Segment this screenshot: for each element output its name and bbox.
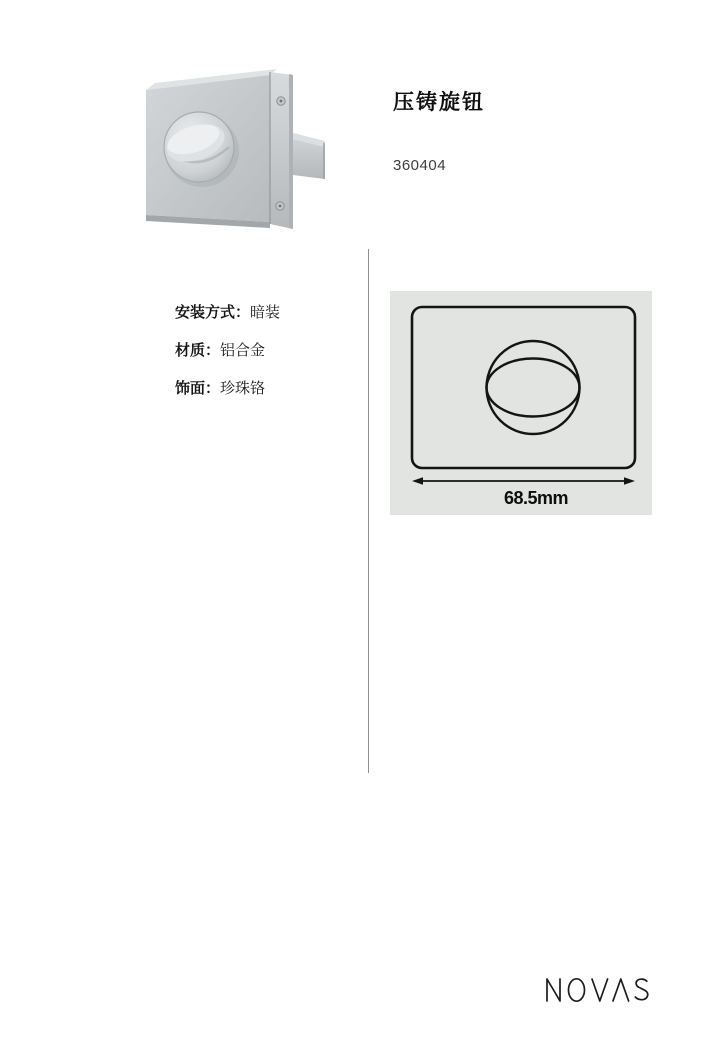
spec-label: 材质：	[175, 342, 221, 359]
dimension-diagram	[390, 291, 652, 515]
knob-outline	[487, 341, 580, 434]
knob-grip-outline	[487, 359, 580, 417]
product-title: 压铸旋钮	[393, 89, 485, 114]
vertical-divider	[368, 249, 369, 773]
spec-value: 暗装	[250, 304, 281, 321]
spec-list	[175, 303, 280, 417]
spec-row-finish	[175, 379, 280, 398]
faceplate-edge	[289, 74, 293, 229]
spec-label: 安装方式：	[175, 304, 251, 321]
product-photo	[133, 63, 325, 235]
novas-logo	[543, 974, 661, 1006]
faceplate-outline	[412, 307, 635, 468]
spec-value: 珍珠铬	[220, 380, 266, 397]
product-code: 360404	[393, 157, 447, 174]
screw-bottom-hole	[279, 205, 282, 208]
spec-label: 饰面：	[175, 380, 221, 397]
diagram-drawing	[390, 291, 652, 515]
screw-top-hole	[280, 100, 283, 103]
dimension-label: 68.5mm	[503, 488, 569, 508]
spec-value: 铝合金	[220, 342, 266, 359]
spec-row-installation	[175, 303, 280, 322]
novas-logo-mark	[543, 974, 661, 1006]
dimension-arrow	[412, 477, 635, 485]
spec-row-material	[175, 341, 280, 360]
